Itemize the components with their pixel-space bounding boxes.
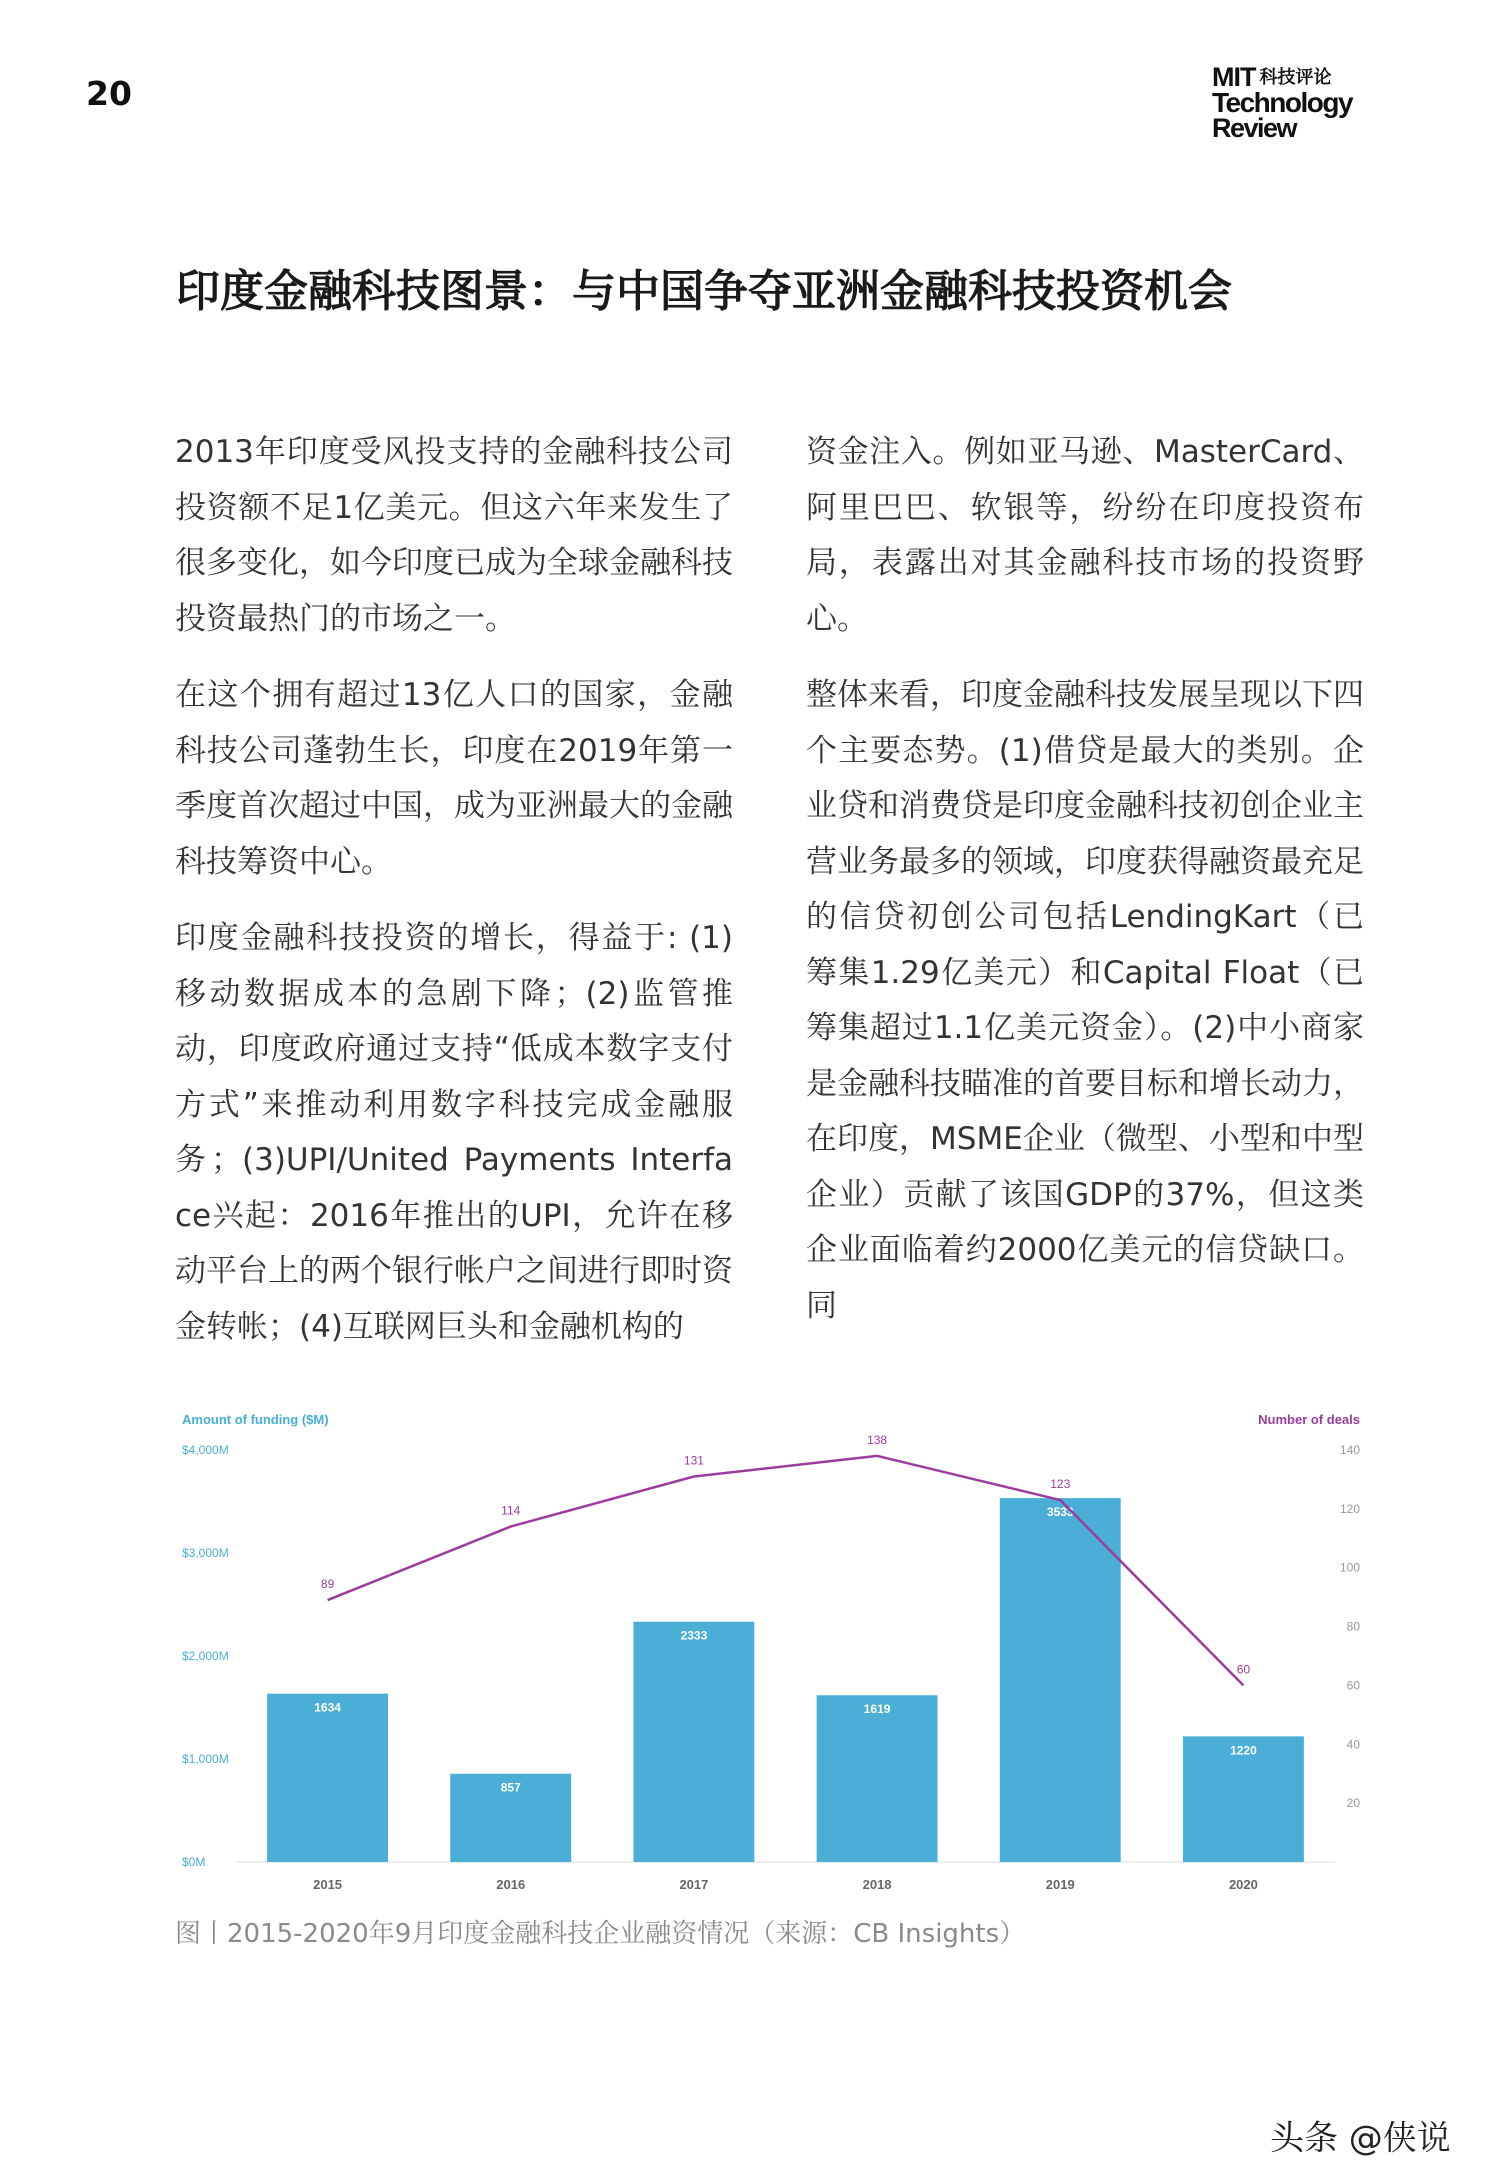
logo-cn: 科技评论 [1259,67,1332,87]
bar-2017 [633,1622,754,1862]
x-tick-label: 2019 [1045,1877,1075,1892]
paragraph: 资金注入。例如亚马逊、MasterCard、阿里巴巴、软银等，纷纷在印度投资布局，表露出对其金融科技市场的投资野心。 [806,434,1364,637]
logo-technology: Technology [1212,87,1353,118]
article-title: 印度金融科技图景：与中国争夺亚洲金融科技投资机会 [176,266,1232,317]
y-right-tick-label: 60 [1346,1678,1360,1693]
left-column [175,425,733,1376]
y-right-tick-label: 140 [1339,1443,1360,1457]
deals-value-label: 123 [1050,1477,1071,1492]
bar-2018 [817,1695,938,1862]
x-tick-label: 2017 [679,1877,709,1892]
bar-value-label: 3533 [1046,1505,1074,1520]
bar-value-label: 1220 [1230,1743,1257,1758]
right-column [806,425,1364,1355]
y-right-tick-label: 40 [1346,1737,1360,1752]
deals-value-label: 131 [683,1453,704,1468]
bar-value-label: 857 [500,1780,521,1795]
x-tick-label: 2015 [313,1877,343,1892]
bar-2019 [1000,1498,1121,1862]
logo-mit: MIT [1212,62,1256,92]
deals-value-label: 89 [320,1577,335,1592]
y-right-tick-label: 20 [1346,1796,1360,1811]
funding-chart [170,1400,1370,1920]
deals-value-label: 114 [501,1503,521,1518]
y-right-tick-label: 120 [1339,1501,1360,1516]
paragraph: 整体来看，印度金融科技发展呈现以下四个主要态势。(1)借贷是最大的类别。企业贷和消费贷是印度金融科技初创企业主营业务最多的领域，印度获得融资最充足的信贷初创公司包括LendingKart（已筹集1.29亿美元）和Capital Float（已筹集超过1.1亿美元资金）。(2)中小商家是金融科技瞄准的首要目标和增长动力，在印度，MSME企业（微型、小型和中型企业）贡献了该国GDP的37%，但这类企业面临着约2000亿美元的信贷缺口。同 [806,677,1364,1324]
y-axis-left-title: Amount of funding ($M) [182,1412,329,1427]
logo-review: Review [1212,113,1297,143]
paragraph: 印度金融科技投资的增长，得益于: (1)移动数据成本的急剧下降；(2)监管推动，印度政府通过支持“低成本数字支付方式”来推动利用数字科技完成金融服务；(3)UPI/United Payments Interface兴起：2016年推出的UPI，允许在移动平台上的两个银行帐户之间进行即时资金转帐；(4)互联网巨头和金融机构的 [175,920,733,1345]
paragraph: 2013年印度受风投支持的金融科技公司投资额不足1亿美元。但这六年来发生了很多变化，如今印度已成为全球金融科技投资最热门的市场之一。 [175,434,733,637]
deals-value-label: 60 [1236,1662,1251,1677]
y-left-tick-label: $1,000M [182,1752,229,1766]
chart-svg [170,1400,1370,1920]
y-left-tick-label: $3,000M [182,1546,229,1560]
mit-technology-review-logo [1212,64,1362,142]
page-number: 20 [86,74,132,113]
deals-value-label: 138 [867,1432,888,1447]
x-tick-label: 2020 [1228,1877,1258,1892]
y-left-tick-label: $0M [182,1855,206,1869]
x-tick-label: 2016 [496,1877,526,1892]
paragraph: 在这个拥有超过13亿人口的国家，金融科技公司蓬勃生长，印度在2019年第一季度首次超过中国，成为亚洲最大的金融科技筹资中心。 [175,677,733,880]
y-left-tick-label: $2,000M [182,1649,229,1663]
bar-value-label: 1619 [863,1702,891,1717]
y-axis-right-title: Number of deals [1258,1412,1360,1427]
y-right-tick-label: 100 [1339,1560,1360,1575]
watermark: 头条 @侠说 [1270,2118,1451,2159]
bar-value-label: 2333 [680,1628,708,1643]
x-tick-label: 2018 [862,1877,892,1892]
y-left-tick-label: $4,000M [182,1443,229,1457]
y-right-tick-label: 80 [1346,1619,1360,1634]
bar-2015 [267,1694,388,1862]
figure-caption: 图丨2015-2020年9月印度金融科技企业融资情况（来源：CB Insights） [175,1919,1026,1949]
bar-value-label: 1634 [314,1700,341,1715]
